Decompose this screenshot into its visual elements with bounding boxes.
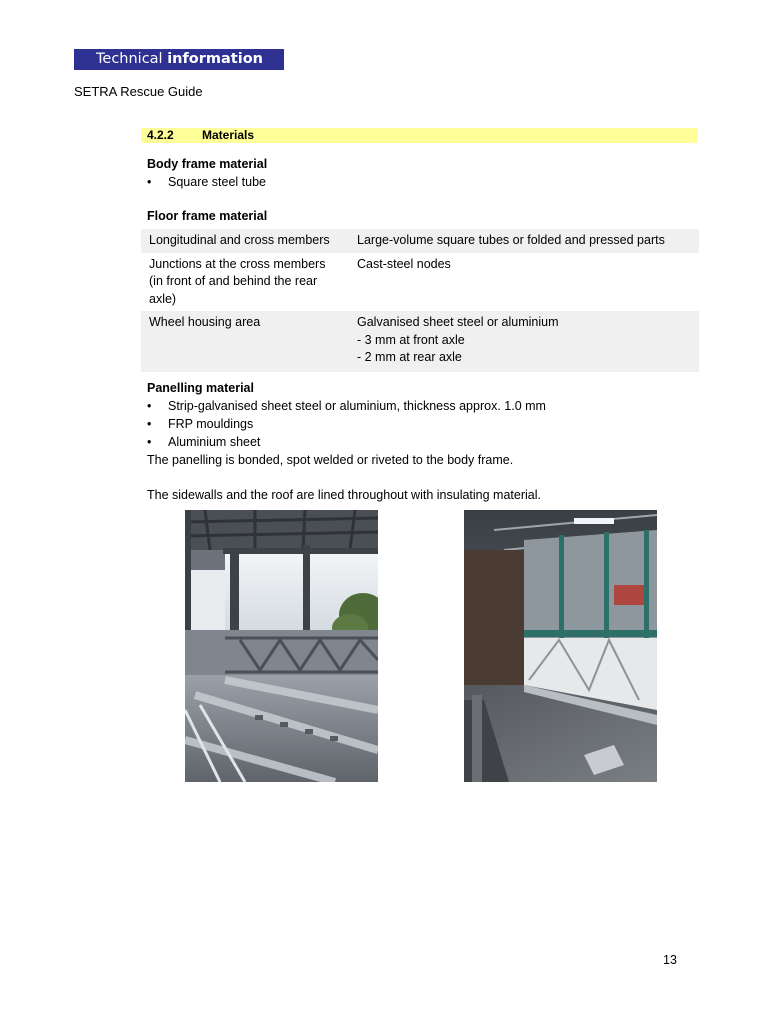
cell-line: Longitudinal and cross members <box>149 233 330 247</box>
list-item <box>147 173 707 191</box>
cell-line: Galvanised sheet steel or aluminium <box>357 315 559 329</box>
panelling-section <box>147 380 707 504</box>
page-number: 13 <box>663 953 677 967</box>
list-item-text: Square steel tube <box>168 175 266 189</box>
photo-body-frame-interior <box>185 510 378 782</box>
section-number: 4.2.2 <box>147 128 174 142</box>
document-body <box>147 156 707 225</box>
bullet-glyph: • <box>147 435 152 449</box>
list-item <box>147 415 707 433</box>
cell-line: Cast-steel nodes <box>357 256 451 271</box>
header-label-bold: information <box>167 51 263 67</box>
header-banner <box>74 49 284 70</box>
cell-line: (in front of and behind the rear axle) <box>149 274 318 306</box>
section-title: Materials <box>202 128 255 142</box>
lining-note: The sidewalls and the roof are lined throughout with insulating material. <box>147 488 541 502</box>
table-cell <box>141 253 349 312</box>
photo-sidewall-lining <box>464 510 657 782</box>
list-item-text: FRP mouldings <box>168 417 254 431</box>
photo-sidewall-graphic <box>464 510 657 782</box>
floor-frame-table <box>141 229 699 372</box>
table-cell <box>141 311 349 372</box>
floor-frame-heading: Floor frame material <box>147 209 268 223</box>
panelling-heading: Panelling material <box>147 381 254 395</box>
section-heading <box>141 128 698 143</box>
cell-line: - 3 mm at front axle <box>357 332 465 347</box>
bullet-glyph: • <box>147 399 152 413</box>
body-frame-heading: Body frame material <box>147 157 268 171</box>
list-item <box>147 433 707 451</box>
cell-line: Large-volume square tubes or folded and pressed parts <box>357 233 665 247</box>
table-row <box>141 253 699 312</box>
bullet-glyph: • <box>147 175 152 189</box>
bullet-glyph: • <box>147 417 152 431</box>
list-item-text: Strip-galvanised sheet steel or aluminium, thickness approx. 1.0 mm <box>168 399 546 413</box>
list-item <box>147 397 707 415</box>
panelling-note: The panelling is bonded, spot welded or riveted to the body frame. <box>147 453 514 467</box>
header-label-light: Technical <box>96 51 163 67</box>
table-cell <box>349 229 699 253</box>
cell-line: - 2 mm at rear axle <box>357 350 462 364</box>
table-cell <box>349 311 699 372</box>
table-cell <box>349 253 699 312</box>
list-item-text: Aluminium sheet <box>168 435 261 449</box>
cell-line: Wheel housing area <box>149 315 261 329</box>
cell-line: Junctions at the cross members <box>149 256 326 271</box>
table-row <box>141 311 699 372</box>
photo-body-frame-graphic <box>185 510 378 782</box>
table-row <box>141 229 699 253</box>
guide-title: SETRA Rescue Guide <box>74 84 203 99</box>
table-cell <box>141 229 349 253</box>
